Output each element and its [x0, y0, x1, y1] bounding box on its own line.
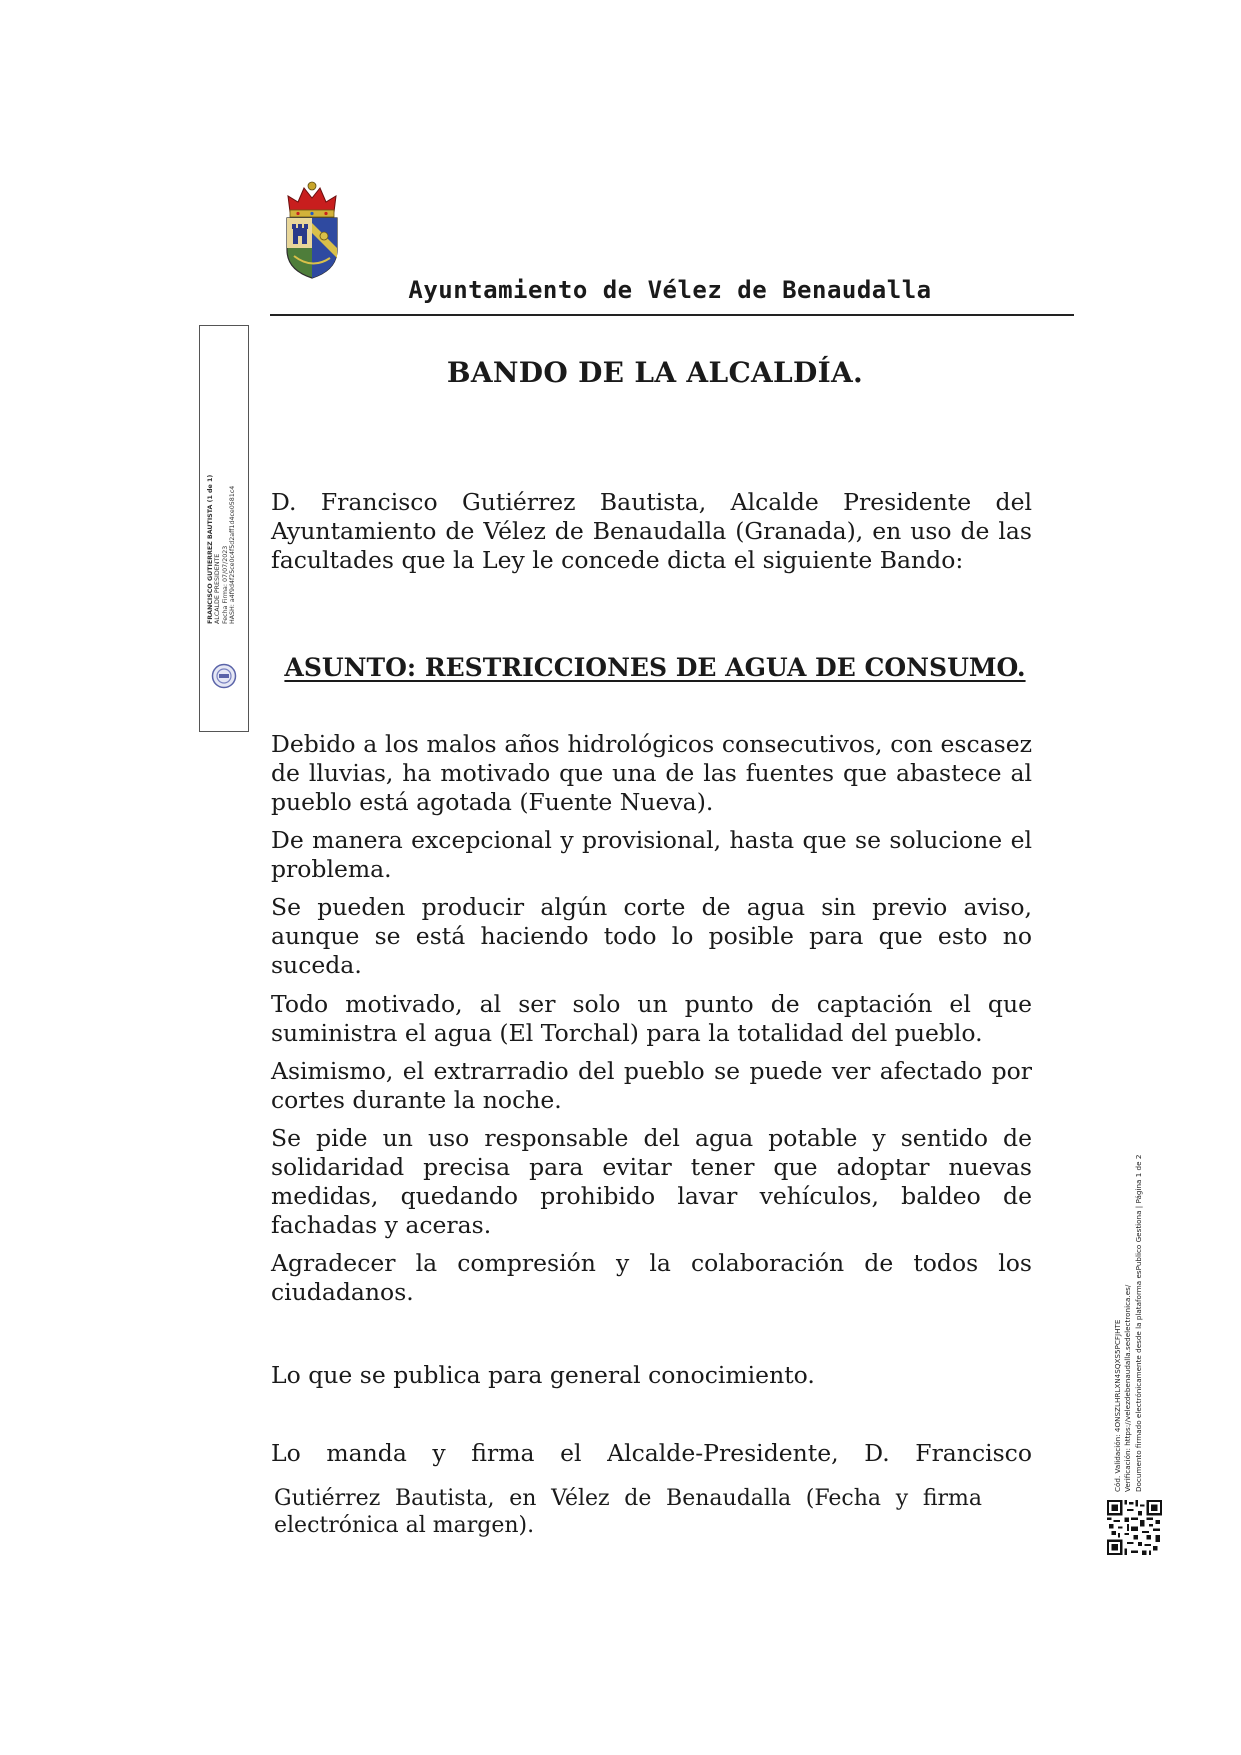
document-title: BANDO DE LA ALCALDÍA. [446, 356, 864, 389]
signature-role: ALCALDE PRESIDENTE [214, 553, 222, 624]
signoff-continuation: Gutiérrez Bautista, en Vélez de Benaudalla (Fecha y firma electrónica al margen). [274, 1486, 982, 1538]
electronic-seal-icon [211, 663, 237, 689]
intro-paragraph: D. Francisco Gutiérrez Bautista, Alcalde Presidente del Ayuntamiento de Vélez de Benaudalla (Granada), en uso de las facultades que la Ley le concede dicta el siguiente Bando: [271, 488, 1032, 574]
header-divider [270, 314, 1074, 316]
publication-notice: Lo que se publica para general conocimiento. [271, 1361, 815, 1389]
body-paragraph: Se pueden producir algún corte de agua sin previo aviso, aunque se está haciendo todo lo posible para que esto no suceda. [271, 893, 1032, 979]
body-paragraph: Todo motivado, al ser solo un punto de captación el que suministra el agua (El Torchal) para la totalidad del pueblo. [271, 990, 1032, 1047]
header-title: Ayuntamiento de Vélez de Benaudalla [408, 276, 932, 304]
signoff-line: Lo manda y firma el Alcalde-Presidente, D. Francisco [271, 1439, 1032, 1467]
body-paragraph: Se pide un uso responsable del agua potable y sentido de solidaridad precisa para evitar tener que adoptar nuevas medidas, quedando prohibido lavar vehículos, baldeo de fachadas y aceras. [271, 1124, 1032, 1239]
validation-text [1113, 1022, 1144, 1492]
body-paragraph: Asimismo, el extrarradio del pueblo se puede ver afectado por cortes durante la noche. [271, 1057, 1032, 1114]
validation-platform-note: Documento firmado electrónicamente desde la plataforma esPublico Gestiona | Página 1 de 2 [1133, 1154, 1143, 1492]
validation-code: Cód. Validación: 4ONSZLHRLXN4SQXS5PCFJHTE [1113, 1319, 1122, 1492]
body-paragraph: Debido a los malos años hidrológicos consecutivos, con escasez de lluvias, ha motivado que una de las fuentes que abastece al pueblo está agotada (Fuente Nueva). [271, 730, 1032, 816]
body-paragraph: Agradecer la compresión y la colaboración de todos los ciudadanos. [271, 1249, 1032, 1306]
signature-hash: HASH: a4f9d4f25ce0c4f5d2aff1d4ce0581c4 [229, 485, 237, 624]
validation-qr-code [1107, 1500, 1162, 1555]
municipal-coat-of-arms [282, 178, 342, 282]
signature-date: Fecha Firma: 07/07/2023 [221, 545, 229, 624]
body-paragraph: De manera excepcional y provisional, hasta que se solucione el problema. [271, 826, 1032, 883]
validation-url: Verificación: https://velezdebenaudalla.sedelectronica.es/ [1123, 1284, 1133, 1492]
signature-signer: FRANCISCO GUTIERREZ BAUTISTA (1 de 1) [207, 474, 214, 624]
subject-heading: ASUNTO: RESTRICCIONES DE AGUA DE CONSUMO. [284, 653, 1026, 682]
signature-stamp-text [207, 434, 237, 624]
